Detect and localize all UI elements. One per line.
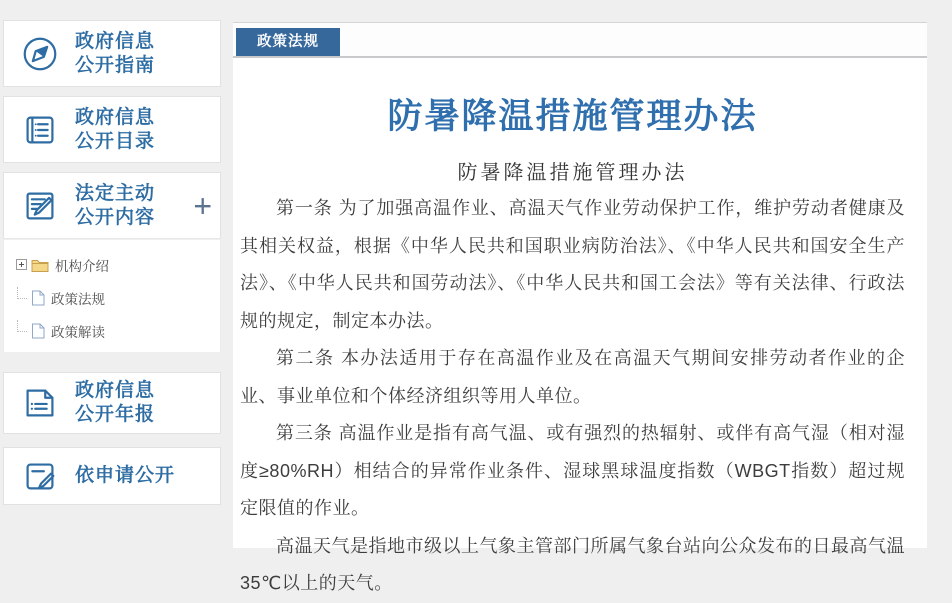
sidebar-card-label: 政府信息 公开年报 bbox=[75, 380, 156, 425]
content-panel bbox=[233, 22, 927, 593]
tab-policy-regulations[interactable]: 政策法规 bbox=[236, 28, 340, 56]
sidebar bbox=[3, 20, 221, 530]
article bbox=[233, 89, 927, 603]
catalog-icon bbox=[19, 109, 61, 151]
annual-report-icon bbox=[19, 382, 61, 424]
plus-icon[interactable]: + bbox=[193, 187, 212, 224]
document-edit-icon bbox=[19, 185, 61, 227]
compass-icon bbox=[19, 33, 61, 75]
file-icon bbox=[31, 290, 45, 306]
apply-edit-icon bbox=[19, 455, 61, 497]
tree-connector bbox=[17, 287, 27, 299]
sidebar-card-label: 依申请公开 bbox=[75, 465, 176, 486]
article-title: 防暑降温措施管理办法 bbox=[387, 97, 758, 136]
sidebar-card-annual-report[interactable] bbox=[3, 372, 221, 434]
article-paragraph: 高温天气是指地市级以上气象主管部门所属气象台站向公众发布的日最高气温35℃以上的天气。 bbox=[240, 535, 905, 593]
sidebar-card-label: 政府信息 公开指南 bbox=[75, 30, 156, 76]
file-icon bbox=[31, 323, 45, 339]
sidebar-card-statutory[interactable] bbox=[3, 172, 221, 239]
sidebar-card-catalog[interactable] bbox=[3, 96, 221, 163]
tree-item-label: 政策解读 bbox=[51, 324, 105, 340]
folder-icon bbox=[31, 258, 49, 272]
article-paragraph: 第一条 为了加强高温作业、高温天气作业劳动保护工作，维护劳动者健康及其相关权益，根据《中华人民共和国职业病防治法》、《中华人民共和国安全生产法》、《中华人民共和国劳动法》、《中华人民共和国工会法》等有关法律、行政法规的规定，制定本办法。 bbox=[240, 198, 905, 331]
article-paragraph: 第三条 高温作业是指有高气温、或有强烈的热辐射、或伴有高气湿（相对湿度≥80%RH）相结合的异常作业条件、湿球黑球温度指数（WBGT指数）超过规定限值的作业。 bbox=[240, 423, 905, 518]
sidebar-card-apply[interactable] bbox=[3, 447, 221, 505]
tree-item-label: 政策法规 bbox=[51, 291, 105, 307]
tab-strip bbox=[233, 23, 927, 58]
tree-item-org-intro[interactable] bbox=[16, 248, 220, 281]
article-paragraph: 第二条 本办法适用于存在高温作业及在高温天气期间安排劳动者作业的企业、事业单位和个体经济组织等用人单位。 bbox=[240, 348, 905, 406]
expander-icon[interactable] bbox=[16, 259, 27, 270]
tree-connector bbox=[17, 320, 27, 332]
tree-item-policy-regulations[interactable] bbox=[16, 281, 220, 314]
article-body bbox=[240, 190, 905, 603]
sidebar-tree bbox=[3, 240, 221, 352]
sidebar-card-guide[interactable] bbox=[3, 20, 221, 87]
sidebar-card-label: 法定主动 公开内容 bbox=[75, 182, 156, 228]
tree-item-label: 机构介绍 bbox=[55, 258, 109, 274]
tree-item-policy-interpretation[interactable] bbox=[16, 314, 220, 347]
sidebar-card-label: 政府信息 公开目录 bbox=[75, 106, 156, 152]
article-subtitle: 防暑降温措施管理办法 bbox=[457, 162, 688, 184]
